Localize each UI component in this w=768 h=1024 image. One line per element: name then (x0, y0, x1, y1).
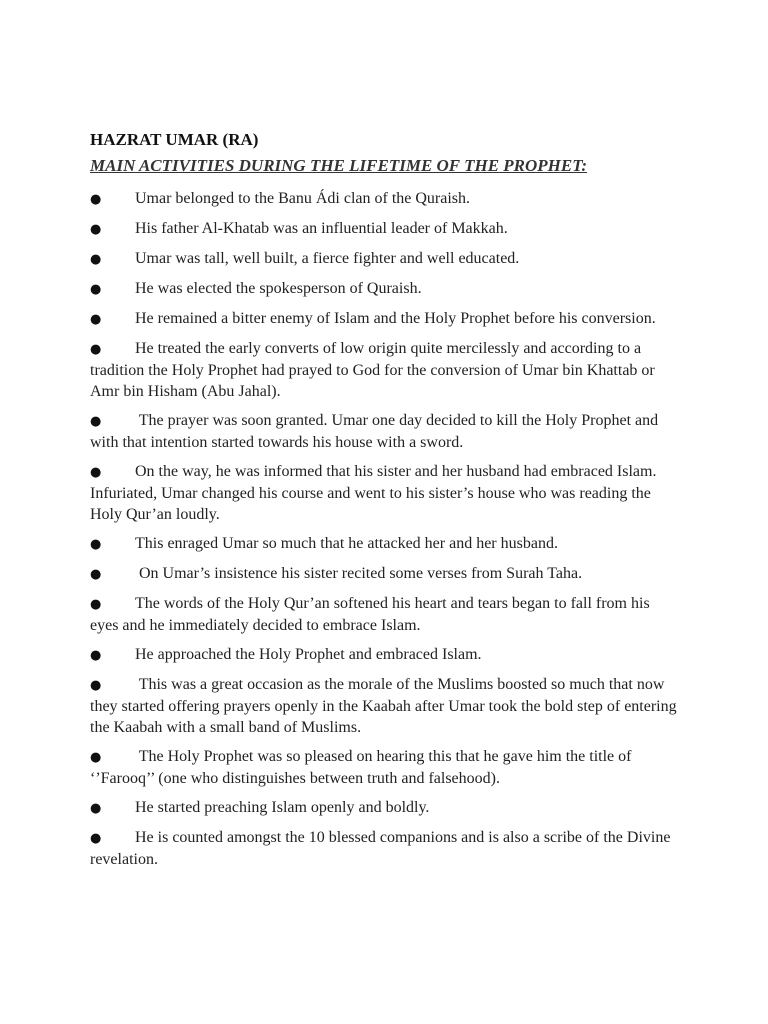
list-item-text: He is counted amongst the 10 blessed companions and is also a scribe of the Divine revelation. (90, 829, 671, 868)
document-subtitle: MAIN ACTIVITIES DURING THE LIFETIME OF THE PROPHET: (90, 156, 588, 175)
bullet-icon: ● (90, 312, 102, 327)
bullet-icon: ● (90, 831, 102, 846)
list-item (90, 644, 680, 666)
bullet-icon: ● (90, 465, 102, 480)
list-item (90, 278, 680, 300)
bullet-icon: ● (90, 222, 102, 237)
list-item-text: On the way, he was informed that his sister and her husband had embraced Islam. Infuriated, Umar changed his course and went to his sister’s house who was reading the Holy Qur’an loudly. (90, 463, 657, 523)
bullet-icon: ● (90, 192, 102, 207)
list-item (90, 248, 680, 270)
list-item (90, 563, 680, 585)
list-item-text: On Umar’s insistence his sister recited some verses from Surah Taha. (135, 565, 583, 582)
list-item-text: He treated the early converts of low origin quite mercilessly and according to a tradition the Holy Prophet had prayed to God for the conversion of Umar bin Khattab or Amr bin Hisham (Abu Jahal). (90, 340, 655, 400)
list-item-text: The words of the Holy Qur’an softened his heart and tears began to fall from his eyes and he immediately decided to embrace Islam. (90, 595, 650, 634)
bullet-icon: ● (90, 750, 102, 765)
list-item (90, 308, 680, 330)
bullet-icon: ● (90, 567, 102, 582)
bullet-icon: ● (90, 801, 102, 816)
bullet-icon: ● (90, 252, 102, 267)
list-item (90, 338, 680, 402)
list-item-text: He started preaching Islam openly and boldly. (135, 799, 430, 816)
document-page (90, 128, 680, 870)
bullet-icon: ● (90, 342, 102, 357)
list-item (90, 593, 680, 636)
list-item (90, 674, 680, 738)
bullet-icon: ● (90, 597, 102, 612)
list-item-text: This was a great occasion as the morale of the Muslims boosted so much that now they started offering prayers openly in the Kaabah after Umar took the bold step of entering the Kaabah with a small band of Muslims. (90, 676, 677, 736)
list-item-text: His father Al-Khatab was an influential leader of Makkah. (135, 220, 508, 237)
list-item-text: Umar was tall, well built, a fierce fighter and well educated. (135, 250, 520, 267)
list-item (90, 746, 680, 789)
bullet-list (90, 188, 680, 870)
bullet-icon: ● (90, 414, 102, 429)
bullet-icon: ● (90, 678, 102, 693)
list-item (90, 797, 680, 819)
list-item-text: He approached the Holy Prophet and embraced Islam. (135, 646, 482, 663)
list-item-text: He was elected the spokesperson of Quraish. (135, 280, 422, 297)
list-item (90, 827, 680, 870)
bullet-icon: ● (90, 648, 102, 663)
list-item-text: This enraged Umar so much that he attacked her and her husband. (135, 535, 558, 552)
list-item (90, 188, 680, 210)
list-item (90, 461, 680, 525)
list-item-text: Umar belonged to the Banu Ádi clan of the Quraish. (135, 190, 471, 207)
list-item-text: The Holy Prophet was so pleased on hearing this that he gave him the title of ‘’Farooq’’ (one who distinguishes between truth and falsehood). (90, 748, 632, 787)
list-item (90, 410, 680, 453)
list-item (90, 533, 680, 555)
bullet-icon: ● (90, 537, 102, 552)
list-item (90, 218, 680, 240)
list-item-text: The prayer was soon granted. Umar one day decided to kill the Holy Prophet and with that intention started towards his house with a sword. (90, 412, 659, 451)
list-item-text: He remained a bitter enemy of Islam and the Holy Prophet before his conversion. (135, 310, 656, 327)
bullet-icon: ● (90, 282, 102, 297)
document-title: HAZRAT UMAR (RA) (90, 130, 259, 149)
